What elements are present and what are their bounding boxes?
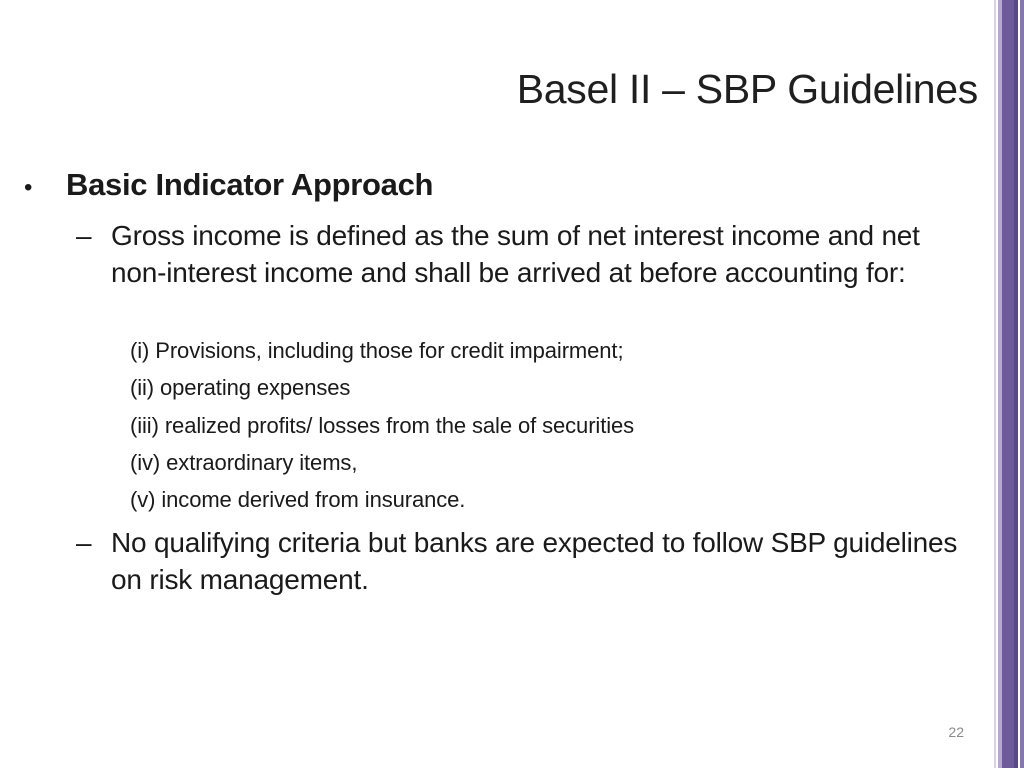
sub-bullet-qualifying-criteria	[76, 524, 976, 598]
page-number: 22	[948, 724, 964, 740]
bullet-heading: Basic Indicator Approach	[66, 167, 434, 202]
list-item-provisions: (i) Provisions, including those for credit impairment;	[130, 338, 624, 363]
bullet-icon: •	[24, 174, 33, 201]
dash-icon: –	[76, 220, 92, 251]
dash-icon: –	[76, 527, 92, 558]
sub-bullet-text: No qualifying criteria but banks are expected to follow SBP guidelines on risk management.	[111, 527, 958, 595]
list-item-extraordinary-items: (iv) extraordinary items,	[130, 450, 358, 475]
list-item-operating-expenses: (ii) operating expenses	[130, 375, 351, 400]
list-item-realized-profits: (iii) realized profits/ losses from the sale of securities	[130, 413, 635, 438]
sub-bullet-text: Gross income is defined as the sum of net interest income and net non-interest income and shall be arrived at before accounting for:	[111, 220, 920, 288]
list-item-insurance-income: (v) income derived from insurance.	[130, 487, 466, 512]
main-bullet	[24, 167, 433, 203]
accent-side-bar	[994, 0, 1024, 768]
slide-title: Basel II – SBP Guidelines	[516, 66, 978, 112]
sub-bullet-gross-income	[76, 217, 976, 291]
